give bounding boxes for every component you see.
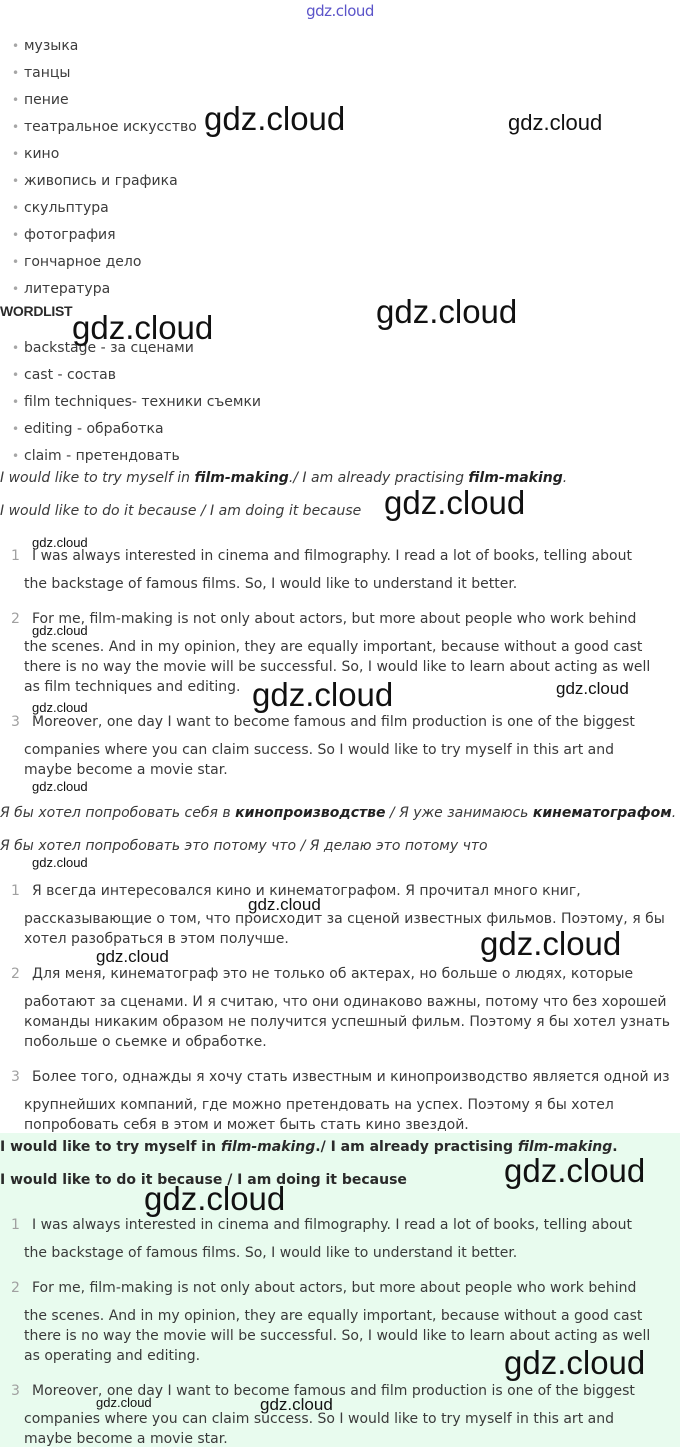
paragraph-line: Moreover, one day I want to become famous and film production is one of the biggest <box>32 714 635 730</box>
paragraph-line: maybe become a movie star. <box>24 1431 228 1447</box>
text: Я бы хотел попробовать себя в <box>0 805 236 821</box>
emphasis: кинематографом <box>532 805 672 821</box>
paragraph-line: the backstage of famous films. So, I would like to understand it better. <box>24 576 518 592</box>
paragraph-line: попробовать себя в этом и может быть стать кино звездой. <box>24 1117 469 1133</box>
paragraph-line: there is no way the movie will be successful. So, I would like to learn about acting as well <box>24 1328 651 1344</box>
list-item: • гончарное дело <box>24 251 141 273</box>
watermark: gdz.cloud <box>504 1344 646 1381</box>
watermark: gdz.cloud <box>556 679 629 698</box>
paragraph-line: as operating and editing. <box>24 1348 201 1364</box>
list-item: • театральное искусство <box>24 116 197 138</box>
text: . <box>671 805 677 821</box>
watermark: gdz.cloud <box>248 895 321 914</box>
paragraph-line: Moreover, one day I want to become famous and film production is one of the biggest <box>32 1383 635 1399</box>
item-number: 1 <box>11 548 20 564</box>
wordlist-heading: WORDLIST <box>0 303 73 319</box>
watermark: gdz.cloud <box>96 947 169 966</box>
paragraph-line: Для меня, кинематограф это не только об актерах, но больше о людях, которые <box>32 966 634 982</box>
list-item: • claim - претендовать <box>24 445 180 467</box>
emphasis: film-making <box>220 1139 316 1155</box>
paragraph-line: команды никаким образом не получится успешный фильм. Поэтому я бы хотел узнать <box>24 1014 671 1030</box>
paragraph-line: I was always interested in cinema and filmography. I read a lot of books, telling about <box>32 548 632 564</box>
paragraph-line: работают за сценами. И я считаю, что они одинаково важны, потому что без хорошей <box>24 994 667 1010</box>
paragraph-line: there is no way the movie will be successful. So, I would like to learn about acting as well <box>24 659 651 675</box>
en2-paragraph-1 <box>24 1214 680 1264</box>
list-item: • фотография <box>24 224 116 246</box>
text: / Я уже занимаюсь <box>385 805 533 821</box>
paragraph-line: I was always interested in cinema and filmography. I read a lot of books, telling about <box>32 1217 632 1233</box>
item-number: 2 <box>11 611 20 627</box>
paragraph-line: companies where you can claim success. So I would like to try myself in this art and <box>24 1411 614 1427</box>
item-number: 2 <box>11 1280 20 1296</box>
emphasis: film-making <box>468 470 563 486</box>
ru-paragraph-3 <box>24 1066 680 1136</box>
text: I would like to try myself in <box>0 470 195 486</box>
emphasis: кинопроизводстве <box>235 805 386 821</box>
paragraph-line: побольше о сьемке и обработке. <box>24 1034 267 1050</box>
watermark: gdz.cloud <box>376 293 518 330</box>
paragraph-line: companies where you can claim success. So I would like to try myself in this art and <box>24 742 614 758</box>
en-paragraph-3 <box>24 711 680 781</box>
paragraph-line: as film techniques and editing. <box>24 679 241 695</box>
paragraph-line: the scenes. And in my opinion, they are equally important, because without a good cast <box>24 639 643 655</box>
watermark: gdz.cloud <box>72 309 214 346</box>
list-item: • editing - обработка <box>24 418 164 440</box>
paragraph-line: рассказывающие о том, что происходит за сценой известных фильмов. Поэтому, я бы <box>24 911 665 927</box>
emphasis: film-making <box>194 470 289 486</box>
text: I would like to try myself in <box>0 1139 221 1155</box>
item-number: 2 <box>11 966 20 982</box>
watermark: gdz.cloud <box>32 779 88 794</box>
item-number: 3 <box>11 1383 20 1399</box>
ru-paragraph-2 <box>24 963 680 1053</box>
list-item: • скульптура <box>24 197 109 219</box>
list-item: • танцы <box>24 62 70 84</box>
list-item: • film techniques- техники съемки <box>24 391 261 413</box>
text: ./ I am already practising <box>288 470 469 486</box>
watermark: gdz.cloud <box>204 100 346 137</box>
paragraph-line: Я всегда интересовался кино и кинематографом. Я прочитал много книг, <box>32 883 581 899</box>
watermark: gdz.cloud <box>96 1395 152 1410</box>
en2-paragraph-3 <box>24 1380 680 1450</box>
en-reason-line: I would like to do it because / I am doing it because <box>0 503 362 519</box>
paragraph-line: крупнейших компаний, где можно претендовать на успех. Поэтому я бы хотел <box>24 1097 614 1113</box>
watermark: gdz.cloud <box>384 484 526 521</box>
paragraph-line: the backstage of famous films. So, I would like to understand it better. <box>24 1245 518 1261</box>
list-item: • музыка <box>24 35 78 57</box>
item-number: 3 <box>11 714 20 730</box>
paragraph-line: the scenes. And in my opinion, they are equally important, because without a good cast <box>24 1308 643 1324</box>
ru-reason-line: Я бы хотел попробовать это потому что / Я делаю это потому что <box>0 838 488 854</box>
watermark: gdz.cloud <box>480 925 622 962</box>
watermark: gdz.cloud <box>32 700 88 715</box>
paragraph-line: maybe become a movie star. <box>24 762 228 778</box>
item-number: 1 <box>11 1217 20 1233</box>
list-item: • литература <box>24 278 110 300</box>
item-number: 1 <box>11 883 20 899</box>
site-logo[interactable]: gdz.cloud <box>306 2 374 20</box>
en2-reason-line: I would like to do it because / I am doing it because <box>0 1172 407 1188</box>
paragraph-line: хотел разобраться в этом получше. <box>24 931 289 947</box>
text: ./ I am already practising <box>315 1139 518 1155</box>
item-number: 3 <box>11 1069 20 1085</box>
watermark: gdz.cloud <box>252 676 394 713</box>
watermark: gdz.cloud <box>32 535 88 550</box>
en-paragraph-1 <box>24 545 680 595</box>
list-item: • пение <box>24 89 69 111</box>
paragraph-line: Более того, однажды я хочу стать известным и кинопроизводство является одной из <box>32 1069 670 1085</box>
ru-intro-line <box>0 802 676 824</box>
watermark: gdz.cloud <box>504 1152 646 1189</box>
watermark: gdz.cloud <box>144 1180 286 1217</box>
list-item: • живопись и графика <box>24 170 178 192</box>
list-item: • кино <box>24 143 59 165</box>
watermark: gdz.cloud <box>32 623 88 638</box>
emphasis: film-making <box>517 1139 613 1155</box>
list-item: • cast - состав <box>24 364 116 386</box>
text: . <box>562 470 568 486</box>
watermark: gdz.cloud <box>508 110 603 135</box>
text: . <box>612 1139 618 1155</box>
paragraph-line: For me, film-making is not only about actors, but more about people who work behind <box>32 611 637 627</box>
watermark: gdz.cloud <box>32 855 88 870</box>
watermark: gdz.cloud <box>260 1395 333 1414</box>
list-item: • backstage - за сценами <box>24 337 194 359</box>
paragraph-line: For me, film-making is not only about actors, but more about people who work behind <box>32 1280 637 1296</box>
